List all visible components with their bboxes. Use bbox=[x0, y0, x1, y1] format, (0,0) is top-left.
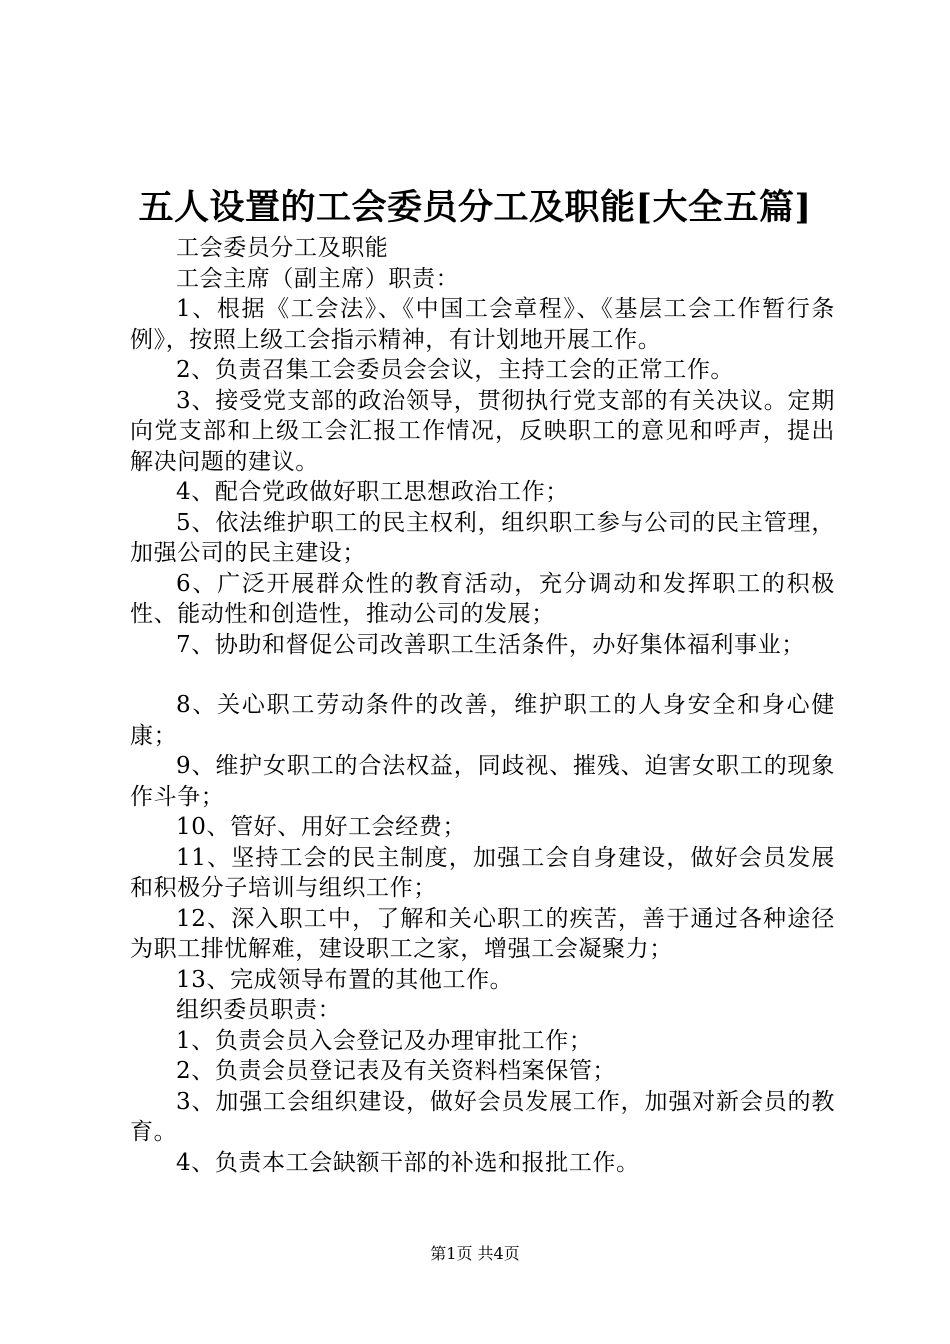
paragraph: 3、接受党支部的政治领导，贯彻执行党支部的有关决议。定期向党支部和上级工会汇报工作情况，反映职工的意见和呼声，提出解决问题的建议。 bbox=[130, 387, 835, 475]
paragraph: 12、深入职工中，了解和关心职工的疾苦，善于通过各种途径为职工排忧解难，建设职工之家，增强工会凝聚力； bbox=[130, 905, 835, 962]
paragraph: 10、管好、用好工会经费； bbox=[176, 814, 467, 840]
document-title: 五人设置的工会委员分工及职能[大全五篇] bbox=[138, 187, 812, 228]
paragraph: 13、完成领导布置的其他工作。 bbox=[176, 966, 514, 993]
paragraph: 7、协助和督促公司改善职工生活条件，办好集体福利事业； bbox=[176, 631, 805, 658]
paragraph: 2、负责召集工会委员会会议，主持工会的正常工作。 bbox=[176, 357, 735, 383]
paragraph: 1、根据《工会法》、《中国工会章程》、《基层工会工作暂行条例》，按照上级工会指示精神，有计划地开展工作。 bbox=[130, 296, 835, 353]
section-heading: 组织委员职责： bbox=[176, 997, 342, 1023]
paragraph: 8、关心职工劳动条件的改善，维护职工的人身安全和身心健康； bbox=[130, 692, 835, 749]
paragraph: 工会主席（副主席）职责： bbox=[176, 265, 460, 292]
paragraph: 3、加强工会组织建设，做好会员发展工作，加强对新会员的教育。 bbox=[130, 1088, 835, 1145]
paragraph: 6、广泛开展群众性的教育活动，充分调动和发挥职工的积极性、能动性和创造性，推动公司的发展； bbox=[130, 570, 835, 627]
paragraph: 2、负责会员登记表及有关资料档案保管； bbox=[176, 1058, 617, 1084]
paragraph: 1、负责会员入会登记及办理审批工作； bbox=[176, 1027, 593, 1054]
paragraph: 9、维护女职工的合法权益，同歧视、摧残、迫害女职工的现象作斗争； bbox=[130, 753, 835, 810]
page-footer: 第1页 共4页 bbox=[430, 1244, 520, 1263]
paragraph: 5、依法维护职工的民主权利，组织职工参与公司的民主管理，加强公司的民主建设； bbox=[130, 509, 835, 566]
paragraph: 4、负责本工会缺额干部的补选和报批工作。 bbox=[176, 1149, 640, 1176]
paragraph: 4、配合党政做好职工思想政治工作； bbox=[176, 479, 569, 505]
paragraph: 工会委员分工及职能 bbox=[176, 235, 389, 261]
paragraph: 11、坚持工会的民主制度，加强工会自身建设，做好会员发展和积极分子培训与组织工作； bbox=[130, 844, 835, 901]
document-body bbox=[130, 233, 835, 1178]
